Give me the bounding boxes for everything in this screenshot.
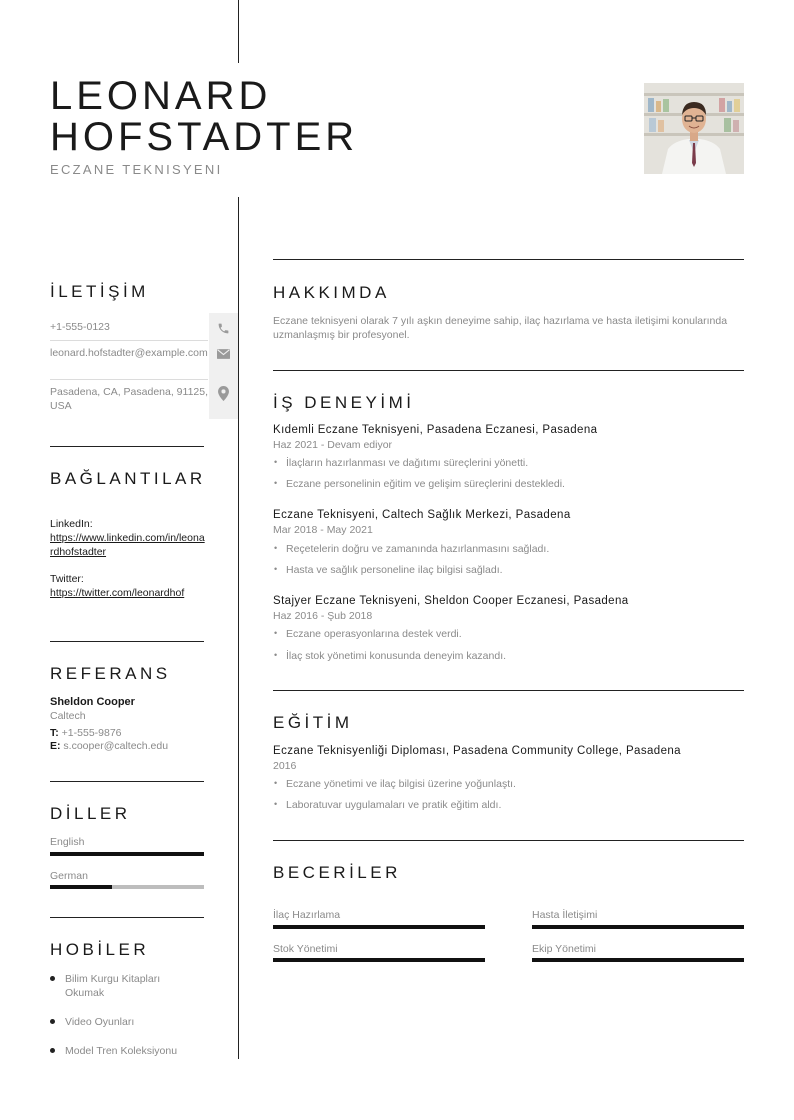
job-bullet: • İlaç stok yönetimi konusunda deneyim kazandı.: [273, 650, 733, 662]
language-level-bar: [50, 885, 204, 889]
language-level-bar: [50, 852, 204, 856]
contact-separator: [50, 379, 208, 380]
section-divider: [50, 641, 204, 642]
bullet-icon: [50, 976, 55, 981]
reference-email-label: E:: [50, 740, 61, 752]
first-name: LEONARD: [50, 74, 272, 118]
skill-level-bar: [532, 925, 744, 929]
about-text: Eczane teknisyeni olarak 7 yılı aşkın deneyime sahip, ilaç hazırlama ve hasta iletişimi konularında uzmanlaşmış bir profesyonel.: [273, 315, 728, 341]
hobby-label: Model Tren Koleksiyonu: [65, 1045, 178, 1057]
job-bullet: • İlaçların hazırlanması ve dağıtımı süreçlerini yönetti.: [273, 457, 733, 469]
job-bullet: • Hasta ve sağlık personeline ilaç bilgisi sağladı.: [273, 564, 733, 576]
reference-phone-value[interactable]: +1-555-9876: [61, 727, 122, 739]
contact-phone[interactable]: +1-555-0123: [50, 321, 110, 333]
skill-level-bar: [273, 925, 485, 929]
contact-heading: İLETİŞİM: [50, 282, 149, 301]
section-divider: [273, 370, 744, 371]
contact-email[interactable]: leonard.hofstadter@example.com: [50, 347, 208, 359]
bullet-icon: [50, 1048, 55, 1053]
linkedin-link[interactable]: https://www.linkedin.com/in/leonardhofstadter: [50, 532, 205, 558]
section-divider: [273, 259, 744, 260]
skill-name: Hasta İletişimi: [532, 909, 598, 921]
vertical-divider: [238, 197, 239, 1059]
hobbies-heading: HOBİLER: [50, 940, 150, 959]
pharmacist-portrait-image: [644, 83, 744, 174]
job-entry-title: Eczane Teknisyeni, Caltech Sağlık Merkezi, Pasadena: [273, 509, 571, 521]
links-heading: BAĞLANTILAR: [50, 469, 206, 488]
education-bullet: • Laboratuvar uygulamaları ve pratik eğitim aldı.: [273, 799, 733, 811]
contact-address: Pasadena, CA, Pasadena, 91125, USA: [50, 386, 209, 412]
job-entry-dates: Haz 2016 - Şub 2018: [273, 610, 373, 622]
contact-separator: [50, 340, 208, 341]
skill-name: İlaç Hazırlama: [273, 909, 341, 921]
language-name: German: [50, 870, 88, 882]
contact-icon-strip: [209, 313, 238, 419]
skills-heading: BECERİLER: [273, 863, 401, 882]
reference-company: Caltech: [50, 710, 86, 722]
about-heading: HAKKIMDA: [273, 283, 390, 302]
job-entry-title: Kıdemli Eczane Teknisyeni, Pasadena Eczanesi, Pasadena: [273, 424, 598, 436]
education-bullet: • Eczane yönetimi ve ilaç bilgisi üzerine yoğunlaştı.: [273, 778, 733, 790]
hobby-label: Bilim Kurgu Kitapları Okumak: [65, 973, 161, 999]
hobby-item: [50, 1044, 210, 1058]
hobby-item: [50, 1015, 210, 1029]
twitter-block: [50, 572, 208, 600]
language-level-fill: [50, 852, 204, 856]
phone-icon: [209, 317, 238, 339]
section-divider: [50, 917, 204, 918]
candidate-name: [50, 76, 358, 158]
job-title: ECZANE TEKNISYENI: [50, 162, 223, 177]
job-entry-dates: Haz 2021 - Devam ediyor: [273, 439, 393, 451]
skill-level-bar: [273, 958, 485, 962]
hobby-item: [50, 972, 180, 1000]
skill-level-bar: [532, 958, 744, 962]
vertical-divider-top: [238, 0, 239, 63]
language-name: English: [50, 836, 85, 848]
language-level-fill: [50, 885, 112, 889]
reference-name: Sheldon Cooper: [50, 696, 135, 708]
job-bullet: • Eczane personelinin eğitim ve gelişim süreçlerini destekledi.: [273, 478, 733, 490]
job-bullet: • Eczane operasyonlarına destek verdi.: [273, 628, 733, 640]
skill-name: Ekip Yönetimi: [532, 943, 597, 955]
reference-phone: [50, 727, 122, 739]
section-divider: [273, 690, 744, 691]
education-title: Eczane Teknisyenliği Diploması, Pasadena Community College, Pasadena: [273, 745, 681, 757]
last-name: HOFSTADTER: [50, 115, 359, 159]
section-divider: [50, 781, 204, 782]
section-divider: [50, 446, 204, 447]
reference-phone-label: T:: [50, 727, 59, 739]
job-entry-dates: Mar 2018 - May 2021: [273, 524, 373, 536]
references-heading: REFERANS: [50, 664, 171, 683]
bullet-icon: [50, 1019, 55, 1024]
twitter-link[interactable]: https://twitter.com/leonardhof: [50, 587, 185, 599]
skill-name: Stok Yönetimi: [273, 943, 338, 955]
experience-heading: İŞ DENEYİMİ: [273, 393, 415, 412]
reference-email-value[interactable]: s.cooper@caltech.edu: [63, 740, 169, 752]
profile-photo: [644, 83, 744, 174]
education-year: 2016: [273, 760, 297, 772]
languages-heading: DİLLER: [50, 804, 131, 823]
job-bullet: • Reçetelerin doğru ve zamanında hazırlanmasını sağladı.: [273, 543, 733, 555]
linkedin-label: LinkedIn:: [50, 518, 93, 530]
section-divider: [273, 840, 744, 841]
linkedin-block: [50, 517, 208, 559]
location-pin-icon: [209, 381, 238, 405]
education-heading: EĞİTİM: [273, 713, 353, 732]
hobby-label: Video Oyunları: [65, 1016, 135, 1028]
twitter-label: Twitter:: [50, 573, 84, 585]
envelope-icon: [209, 343, 238, 365]
job-entry-title: Stajyer Eczane Teknisyeni, Sheldon Cooper Eczanesi, Pasadena: [273, 595, 629, 607]
reference-email: [50, 740, 168, 752]
